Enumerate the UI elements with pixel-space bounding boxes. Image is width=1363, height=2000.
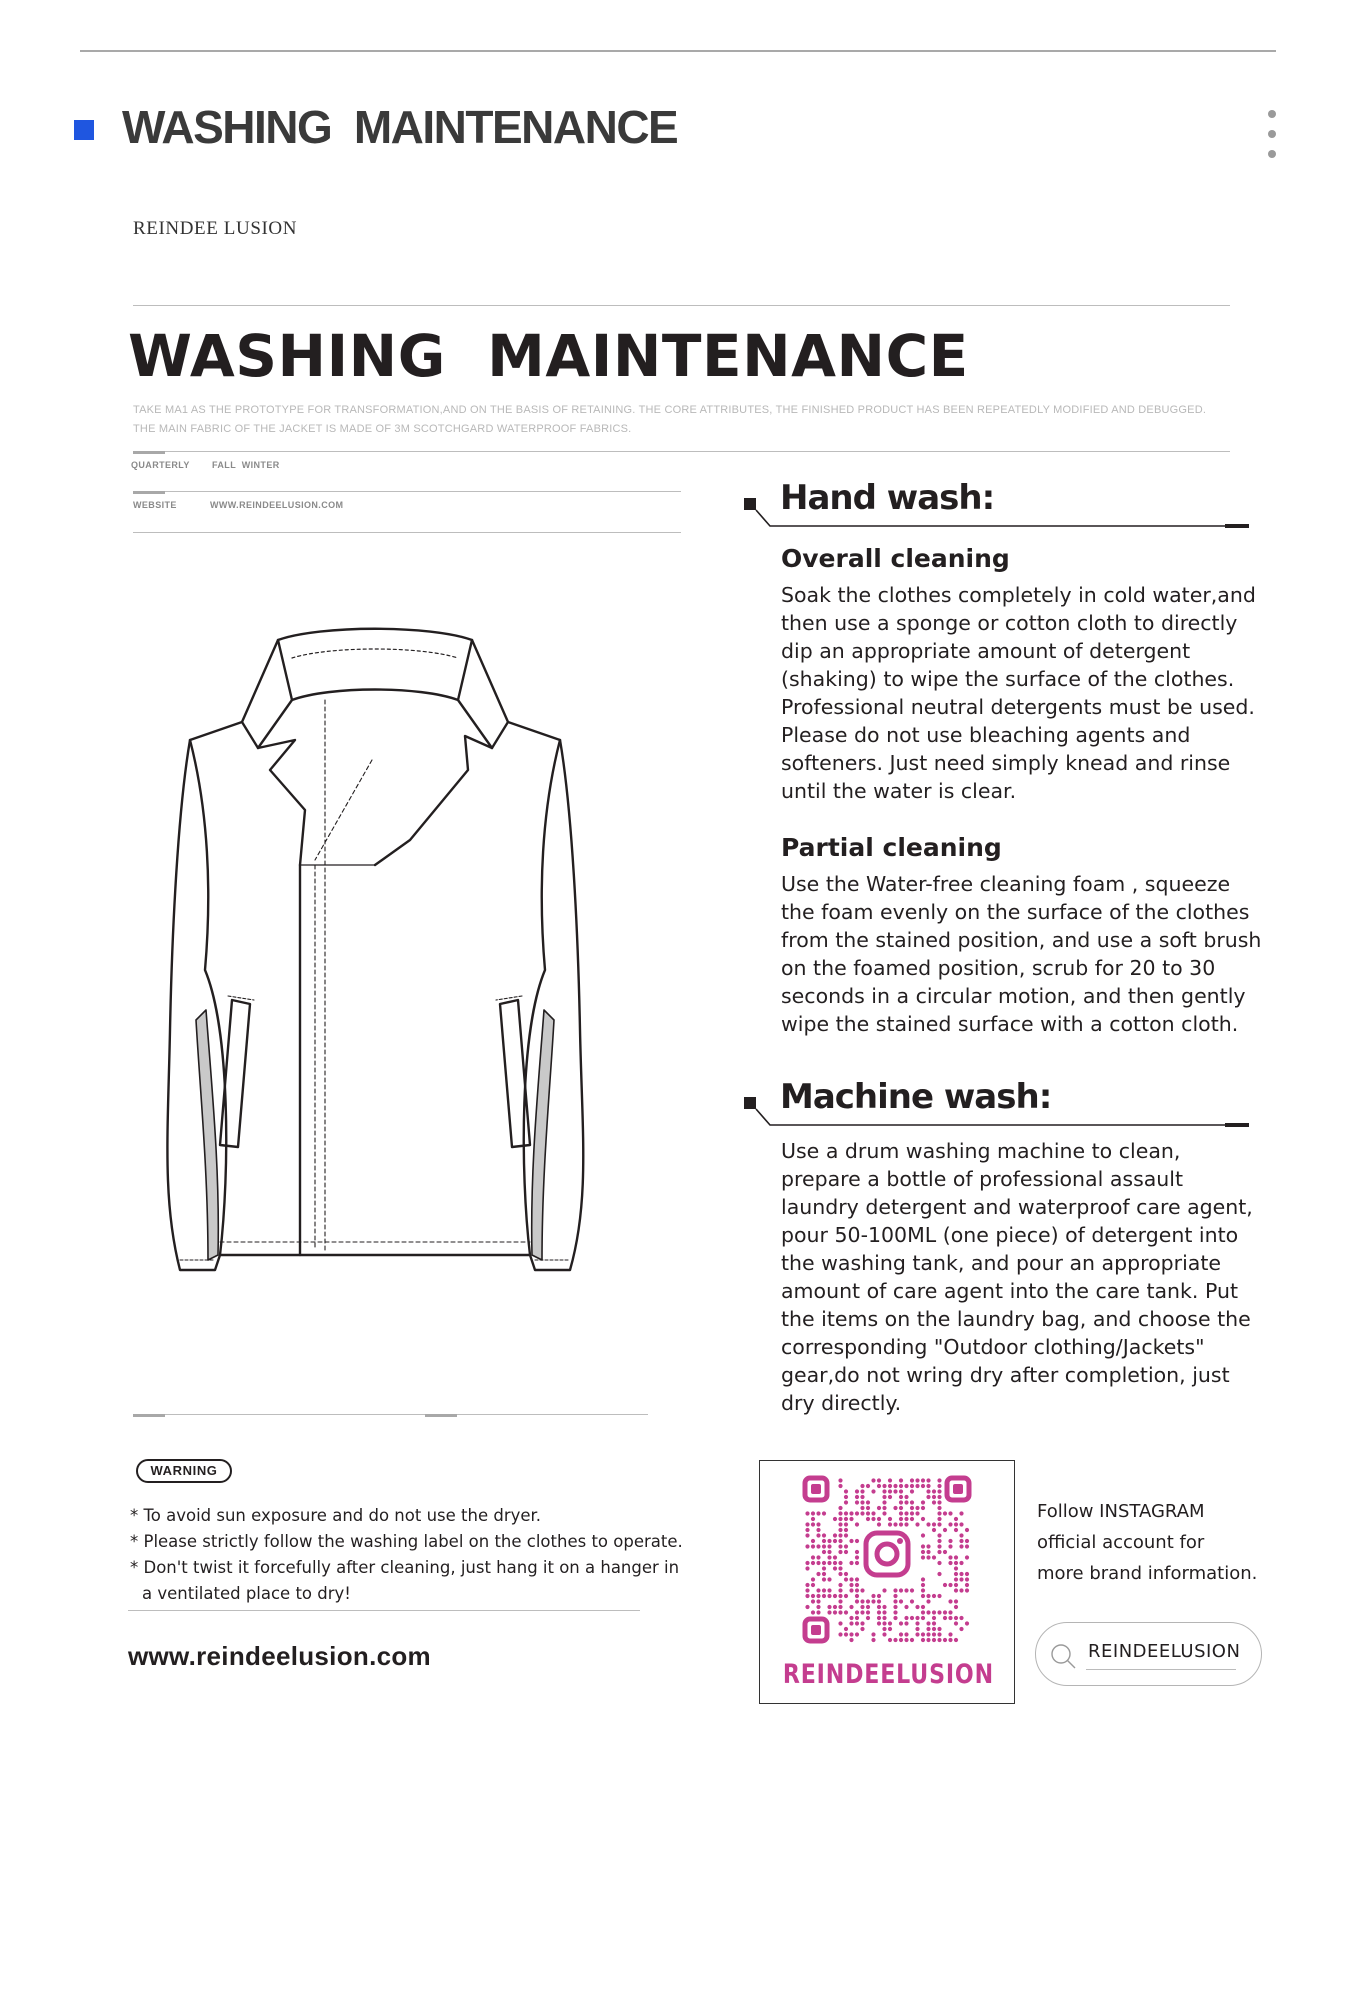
text-line: until the water is clear. — [781, 779, 1017, 803]
title-top-divider — [133, 305, 1230, 306]
website-value: WWW.REINDEELUSION.COM — [210, 500, 344, 510]
follow-line: more brand information. — [1037, 1563, 1258, 1584]
text-line: Soak the clothes completely in cold water,and — [781, 583, 1256, 607]
instagram-qr-code[interactable] — [759, 1460, 1015, 1704]
text-line: wipe the stained surface with a cotton cloth. — [781, 1012, 1239, 1036]
brand-name: REINDEE LUSION — [133, 218, 298, 239]
qr-pattern — [760, 1461, 1016, 1661]
follow-line: Follow INSTAGRAM — [1037, 1501, 1205, 1522]
qr-brand-name: REINDEELUSION — [782, 1659, 994, 1690]
header-accent-square — [74, 120, 94, 140]
warning-divider — [128, 1610, 640, 1611]
machine-wash-title: Machine wash: — [780, 1077, 1052, 1117]
quarterly-label: QUARTERLY — [131, 460, 190, 470]
text-line: Use a drum washing machine to clean, — [781, 1139, 1181, 1163]
menu-dots-icon[interactable] — [1268, 110, 1278, 170]
meta-tick — [133, 451, 165, 454]
text-line: gear,do not wring dry after completion, just — [781, 1363, 1230, 1387]
text-line: the foam evenly on the surface of the clothes — [781, 900, 1250, 924]
website-label: WEBSITE — [133, 500, 177, 510]
text-line: Use the Water-free cleaning foam , squeeze — [781, 872, 1231, 896]
instagram-icon — [861, 1528, 913, 1580]
header-title: WASHING MAINTENANCE — [122, 101, 678, 153]
description-line: THE MAIN FABRIC OF THE JACKET IS MADE OF 3M SCOTCHGARD WATERPROOF FABRICS. — [133, 423, 632, 435]
text-line: dry directly. — [781, 1391, 902, 1415]
warning-badge: WARNING — [136, 1459, 232, 1483]
text-line: corresponding "Outdoor clothing/Jackets" — [781, 1335, 1205, 1359]
meta-divider — [133, 491, 681, 492]
jacket-illustration — [150, 610, 670, 1280]
page-title: WASHING MAINTENANCE — [128, 322, 969, 390]
search-underline — [1086, 1669, 1236, 1670]
warning-list — [128, 1503, 688, 1607]
text-line: softeners. Just need simply knead and rinse — [781, 751, 1231, 775]
brand-search-box[interactable] — [1035, 1622, 1262, 1686]
meta-tick — [133, 491, 165, 494]
divider-tick — [425, 1414, 457, 1417]
warning-item: * Don't twist it forcefully after cleaning, just hang it on a hanger in a ventilated place to dry! — [130, 1558, 680, 1603]
top-divider — [80, 50, 1276, 52]
warning-item: * To avoid sun exposure and do not use the dryer. — [130, 1506, 542, 1525]
text-line: (shaking) to wipe the surface of the clothes. — [781, 667, 1235, 691]
warning-item: * Please strictly follow the washing label on the clothes to operate. — [130, 1532, 683, 1551]
text-line: dip an appropriate amount of detergent — [781, 639, 1191, 663]
text-line: Professional neutral detergents must be used. — [781, 695, 1255, 719]
text-line: seconds in a circular motion, and then gently — [781, 984, 1246, 1008]
description-line: TAKE MA1 AS THE PROTOTYPE FOR TRANSFORMATION,AND ON THE BASIS OF RETAINING. THE CORE ATTRIBUTES, THE FINISHED PRODUCT HAS BEEN REPEATEDLY MODIFIED AND DEBUGGED. — [133, 404, 1207, 416]
overall-cleaning-title: Overall cleaning — [781, 544, 1010, 573]
text-line: pour 50-100ML (one piece) of detergent into — [781, 1223, 1239, 1247]
text-line: from the stained position, and use a soft brush — [781, 928, 1262, 952]
text-line: the washing tank, and pour an appropriate — [781, 1251, 1221, 1275]
search-text: REINDEELUSION — [1088, 1641, 1241, 1662]
search-icon — [1048, 1641, 1078, 1671]
website-link[interactable]: www.reindeelusion.com — [128, 1641, 431, 1671]
text-line: then use a sponge or cotton cloth to directly — [781, 611, 1238, 635]
text-line: the items on the laundry bag, and choose the — [781, 1307, 1251, 1331]
title-bottom-divider — [133, 451, 1230, 452]
overall-cleaning-text — [781, 581, 1311, 805]
text-line: laundry detergent and waterproof care agent, — [781, 1195, 1253, 1219]
illustration-bottom-divider — [133, 1414, 648, 1415]
hand-wash-title: Hand wash: — [780, 478, 995, 518]
quarterly-value: FALL WINTER — [212, 460, 280, 470]
follow-line: official account for — [1037, 1532, 1205, 1553]
partial-cleaning-title: Partial cleaning — [781, 833, 1002, 862]
follow-instagram-text — [1037, 1496, 1277, 1589]
meta-divider-bottom — [133, 532, 681, 533]
text-line: prepare a bottle of professional assault — [781, 1167, 1184, 1191]
text-line: on the foamed position, scrub for 20 to 30 — [781, 956, 1216, 980]
text-line: Please do not use bleaching agents and — [781, 723, 1191, 747]
text-line: amount of care agent into the care tank. Put — [781, 1279, 1238, 1303]
partial-cleaning-text — [781, 870, 1326, 1038]
divider-tick — [133, 1414, 165, 1417]
description — [133, 401, 1243, 439]
machine-wash-text — [781, 1137, 1316, 1417]
